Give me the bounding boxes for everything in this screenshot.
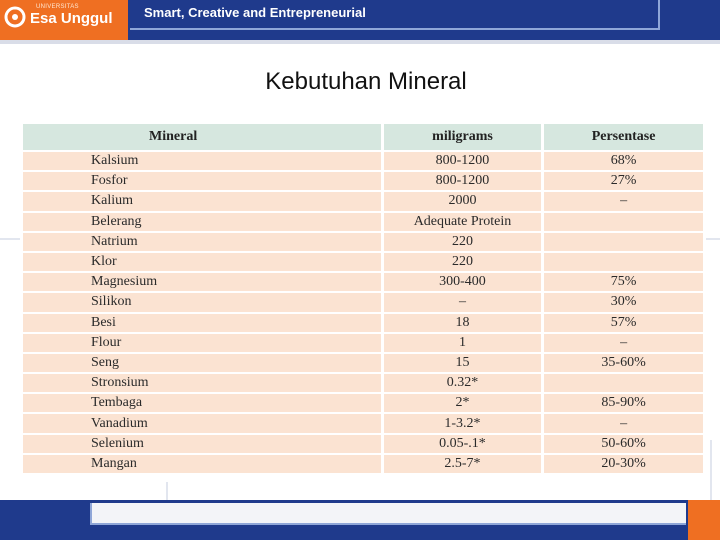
cell-miligrams: 800-1200 <box>384 172 541 190</box>
cell-persentase: – <box>544 414 703 432</box>
table-row <box>23 435 703 453</box>
cell-miligrams: Adequate Protein <box>384 213 541 231</box>
cell-miligrams: 0.32* <box>384 374 541 392</box>
decorative-line <box>706 238 720 240</box>
table-row <box>23 414 703 432</box>
cell-miligrams: 2000 <box>384 192 541 210</box>
cell-mineral: Seng <box>23 354 381 372</box>
cell-persentase: – <box>544 334 703 352</box>
mineral-table <box>20 122 706 475</box>
cell-persentase: 75% <box>544 273 703 291</box>
cell-persentase: 57% <box>544 314 703 332</box>
cell-persentase: 27% <box>544 172 703 190</box>
footer-panel <box>90 503 686 525</box>
table-row <box>23 172 703 190</box>
table-header-row <box>23 124 703 150</box>
cell-persentase <box>544 374 703 392</box>
cell-miligrams: – <box>384 293 541 311</box>
table-row <box>23 233 703 251</box>
decorative-line <box>710 440 712 500</box>
column-header-persentase: Persentase <box>544 124 703 150</box>
cell-persentase: 68% <box>544 152 703 170</box>
mineral-table-image <box>20 122 706 481</box>
table-row <box>23 374 703 392</box>
cell-miligrams: 800-1200 <box>384 152 541 170</box>
table-row <box>23 213 703 231</box>
cell-mineral: Vanadium <box>23 414 381 432</box>
cell-persentase: 20-30% <box>544 455 703 473</box>
table-row <box>23 253 703 271</box>
cell-miligrams: 1 <box>384 334 541 352</box>
cell-persentase <box>544 253 703 271</box>
column-header-miligrams: miligrams <box>384 124 541 150</box>
cell-mineral: Fosfor <box>23 172 381 190</box>
table-row <box>23 293 703 311</box>
table-row <box>23 354 703 372</box>
cell-persentase: 50-60% <box>544 435 703 453</box>
footer-accent <box>688 500 720 540</box>
cell-mineral: Klor <box>23 253 381 271</box>
header-underline <box>0 40 720 44</box>
cell-persentase: 35-60% <box>544 354 703 372</box>
cell-miligrams: 2.5-7* <box>384 455 541 473</box>
cell-miligrams: 300-400 <box>384 273 541 291</box>
cell-persentase <box>544 213 703 231</box>
cell-mineral: Natrium <box>23 233 381 251</box>
cell-miligrams: 15 <box>384 354 541 372</box>
cell-miligrams: 0.05-.1* <box>384 435 541 453</box>
decorative-line <box>0 238 20 240</box>
table-row <box>23 334 703 352</box>
cell-mineral: Mangan <box>23 455 381 473</box>
cell-miligrams: 220 <box>384 233 541 251</box>
logo-swirl-icon <box>4 6 26 28</box>
cell-mineral: Selenium <box>23 435 381 453</box>
cell-miligrams: 1-3.2* <box>384 414 541 432</box>
cell-mineral: Flour <box>23 334 381 352</box>
tagline: Smart, Creative and Entrepreneurial <box>144 5 366 20</box>
header-divider-vertical <box>658 0 660 30</box>
cell-mineral: Kalium <box>23 192 381 210</box>
cell-mineral: Stronsium <box>23 374 381 392</box>
table-row <box>23 192 703 210</box>
cell-persentase: 30% <box>544 293 703 311</box>
decorative-line <box>166 482 168 500</box>
cell-mineral: Kalsium <box>23 152 381 170</box>
cell-mineral: Tembaga <box>23 394 381 412</box>
cell-miligrams: 18 <box>384 314 541 332</box>
table-row <box>23 394 703 412</box>
logo-text: Esa Unggul <box>30 10 113 27</box>
university-logo <box>0 0 128 40</box>
table-row <box>23 152 703 170</box>
table-row <box>23 314 703 332</box>
table-row <box>23 455 703 473</box>
cell-persentase: – <box>544 192 703 210</box>
table-row <box>23 273 703 291</box>
logo-small-text: UNIVERSITAS <box>36 4 79 10</box>
cell-persentase <box>544 233 703 251</box>
cell-mineral: Silikon <box>23 293 381 311</box>
cell-mineral: Belerang <box>23 213 381 231</box>
cell-miligrams: 220 <box>384 253 541 271</box>
cell-miligrams: 2* <box>384 394 541 412</box>
cell-mineral: Magnesium <box>23 273 381 291</box>
cell-persentase: 85-90% <box>544 394 703 412</box>
page-title: Kebutuhan Mineral <box>265 68 467 95</box>
cell-mineral: Besi <box>23 314 381 332</box>
header-divider <box>130 28 660 30</box>
column-header-mineral: Mineral <box>23 124 381 150</box>
